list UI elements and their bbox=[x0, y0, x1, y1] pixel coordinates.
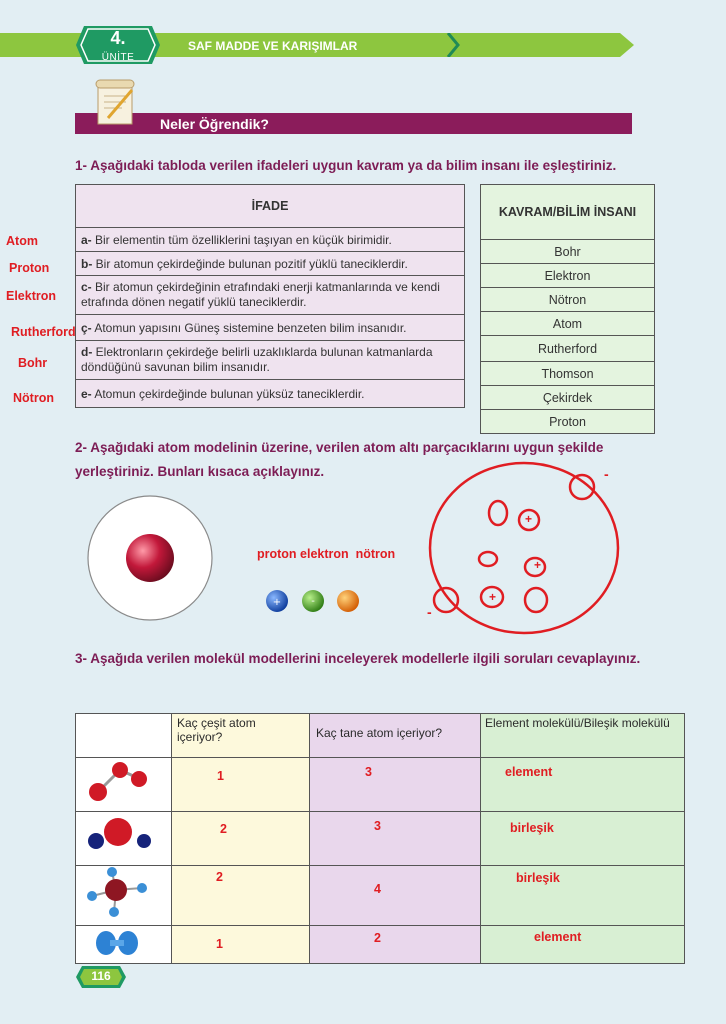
answer-c: Elektron bbox=[6, 289, 57, 303]
concept-cell: Elektron bbox=[481, 264, 655, 288]
plus-mark: + bbox=[534, 558, 542, 572]
statement-row: e- Atomun çekirdeğinde bulunan yüksüz taneciklerdir. bbox=[76, 380, 465, 408]
header-count: Kaç tane atom içeriyor? bbox=[310, 714, 481, 758]
molecule-model-cell bbox=[76, 866, 172, 926]
minus-mark: - bbox=[427, 604, 432, 620]
header-type: Element molekülü/Bileşik molekülü bbox=[481, 714, 685, 758]
kinds-cell: 1 bbox=[172, 926, 310, 964]
molecule-table bbox=[75, 713, 685, 964]
molecule-model-cell bbox=[76, 758, 172, 812]
statement-row: d- Elektronların çekirdeğe belirli uzaklıklarda bulunan katmanlarda döndüğünü savunan bilim insanıdır. bbox=[76, 341, 465, 380]
statement-row: ç- Atomun yapısını Güneş sistemine benzeten bilim insanıdır. bbox=[76, 315, 465, 341]
particle-labels: proton elektron nötron bbox=[257, 547, 396, 561]
statement-row: b- Bir atomun çekirdeğinde bulunan pozitif yüklü taneciklerdir. bbox=[76, 252, 465, 276]
concepts-table bbox=[480, 184, 655, 434]
note-paper-icon bbox=[94, 78, 138, 128]
statements-table bbox=[75, 184, 465, 408]
kinds-cell: 2 bbox=[172, 812, 310, 866]
concept-cell: Thomson bbox=[481, 362, 655, 386]
concept-cell: Nötron bbox=[481, 288, 655, 312]
molecule-model-cell bbox=[76, 812, 172, 866]
concept-cell: Çekirdek bbox=[481, 386, 655, 410]
count-cell: 3 bbox=[310, 758, 481, 812]
molecule-header-empty bbox=[76, 714, 172, 758]
section-bar bbox=[75, 113, 632, 134]
page-number: 116 bbox=[91, 969, 111, 983]
statements-header: İFADE bbox=[76, 185, 465, 228]
plus-mark: + bbox=[525, 512, 533, 526]
kinds-cell: 2 bbox=[172, 866, 310, 926]
question-1-text: 1- Aşağıdaki tabloda verilen ifadeleri uygun kavram ya da bilim insanı ile eşleştiriniz. bbox=[75, 158, 617, 173]
question-3-text: 3- Aşağıda verilen molekül modellerini inceleyerek modellerle ilgili soruları cevaplayınız. bbox=[75, 651, 641, 666]
header-kinds: Kaç çeşit atom içeriyor? bbox=[172, 714, 310, 758]
question-2-text: 2- Aşağıdaki atom modelinin üzerine, verilen atom altı parçacıklarını uygun şekilde yerleştiriniz. Bunları kısaca açıklayınız. bbox=[75, 440, 604, 479]
nh3-molecule-icon bbox=[76, 866, 171, 922]
svg-text:+: + bbox=[272, 597, 282, 608]
concept-cell: Proton bbox=[481, 410, 655, 434]
count-cell: 4 bbox=[310, 866, 481, 926]
atom-model bbox=[86, 494, 214, 622]
particles bbox=[262, 586, 362, 616]
statement-row: c- Bir atomun çekirdeğinin etrafındaki enerji katmanlarında ve kendi etrafında dönen negatif yüklü taneciklerdir. bbox=[76, 276, 465, 315]
svg-text:-: - bbox=[311, 596, 315, 607]
answer-d: Bohr bbox=[18, 356, 48, 370]
neutron-particle-icon bbox=[337, 590, 359, 612]
bent-molecule-icon bbox=[76, 812, 171, 862]
count-cell: 2 bbox=[310, 926, 481, 964]
kinds-cell: 1 bbox=[172, 758, 310, 812]
unit-number: 4. bbox=[110, 28, 126, 48]
concept-cell: Atom bbox=[481, 312, 655, 336]
concept-cell: Rutherford bbox=[481, 336, 655, 362]
diatomic-molecule-icon bbox=[76, 926, 171, 960]
o3-molecule-icon bbox=[76, 758, 171, 808]
molecule-model-cell bbox=[76, 926, 172, 964]
type-cell: element bbox=[481, 926, 685, 964]
type-cell: birleşik bbox=[481, 812, 685, 866]
type-cell: element bbox=[481, 758, 685, 812]
section-title: Neler Öğrendik? bbox=[160, 116, 269, 132]
answer-a: Atom bbox=[6, 234, 38, 248]
statement-row: a- Bir elementin tüm özelliklerini taşıyan en küçük birimidir. bbox=[76, 228, 465, 252]
hand-drawn-atom bbox=[420, 460, 620, 642]
plus-mark: + bbox=[489, 590, 497, 604]
answer-e: Nötron bbox=[13, 391, 54, 405]
unit-label: ÜNİTE bbox=[101, 52, 135, 63]
count-cell: 3 bbox=[310, 812, 481, 866]
concept-cell: Bohr bbox=[481, 240, 655, 264]
answer-c-cedilla: Rutherford bbox=[11, 325, 76, 339]
minus-mark: - bbox=[604, 466, 609, 482]
type-cell: birleşik bbox=[481, 866, 685, 926]
chapter-title: SAF MADDE VE KARIŞIMLAR bbox=[188, 39, 358, 53]
answer-b: Proton bbox=[9, 261, 50, 275]
concepts-header: KAVRAM/BİLİM İNSANI bbox=[481, 185, 655, 240]
